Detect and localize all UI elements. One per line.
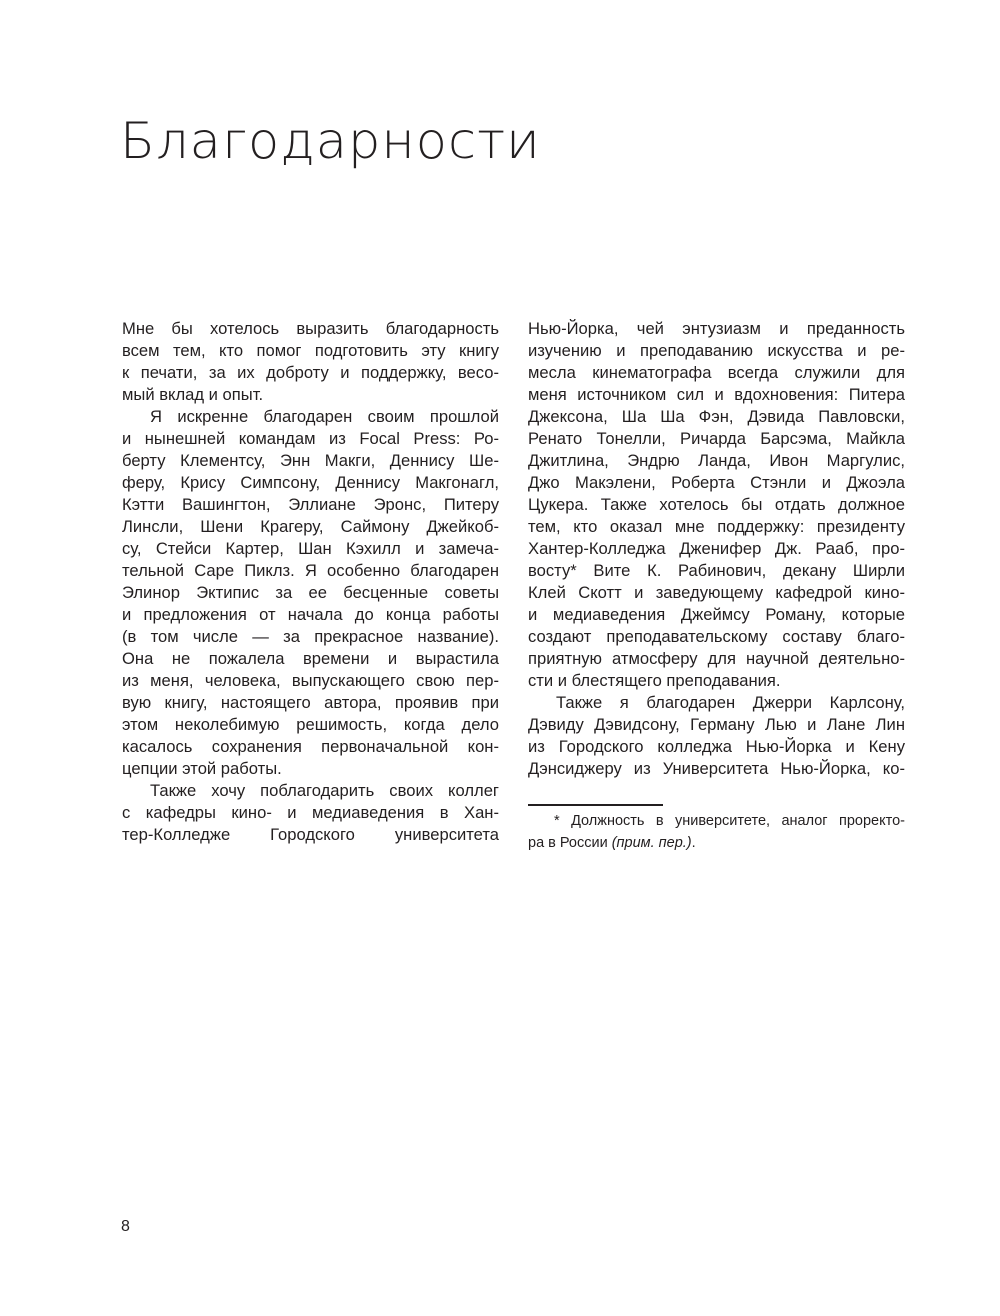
text-line: тем, кто оказал мне поддержку: президенту: [528, 517, 905, 536]
text-line: феру, Крису Симпсону, Деннису Макгонагл,: [122, 473, 499, 492]
text-line: Элинор Эктипис за ее бесценные советы: [122, 583, 499, 602]
footnote-end: .: [691, 835, 696, 851]
text-line: этом неколебимую решимость, когда дело: [122, 715, 499, 734]
right-column: [528, 318, 905, 780]
text-line: Кэтти Вашингтон, Эллиане Эронс, Питеру: [122, 495, 499, 514]
text-line: Джексона, Ша Ша Фэн, Дэвида Павловски,: [528, 407, 905, 426]
text-line: вую книгу, настоящего автора, проявив при: [122, 693, 499, 712]
text-line: к печати, за их доброту и поддержку, весо-: [122, 363, 499, 382]
text-line: цепции этой работы.: [122, 759, 282, 778]
text-line: тельной Саре Пиклз. Я особенно благодарен: [122, 561, 499, 580]
footnote-divider: [528, 804, 663, 806]
left-column: [122, 318, 499, 846]
text-line: и предложения от начала до конца работы: [122, 605, 499, 624]
text-line: приятную атмосферу для научной деятельно-: [528, 649, 905, 668]
text-line: и нынешней командам из Focal Press: Ро-: [122, 429, 499, 448]
text-line: берту Клементсу, Энн Макги, Деннису Ше-: [122, 451, 499, 470]
text-line: Дэнсиджеру из Университета Нью-Йорка, ко-: [528, 759, 905, 778]
text-line: Я искренне благодарен своим прошлой: [150, 407, 499, 426]
text-line: восту* Вите К. Рабинович, декану Ширли: [528, 561, 905, 580]
page-title: Благодарности: [120, 112, 541, 170]
text-line: (в том числе — за прекрасное название).: [122, 627, 499, 646]
text-line: Цукера. Также хотелось бы отдать должное: [528, 495, 905, 514]
text-line: Также хочу поблагодарить своих коллег: [150, 781, 499, 800]
text-line: Нью-Йорка, чей энтузиазм и преданность: [528, 319, 905, 338]
text-line: Джо Макэлени, Роберта Стэнли и Джоэла: [528, 473, 905, 492]
text-line: месла кинематографа всегда служили для: [528, 363, 905, 382]
footnote: [528, 810, 905, 854]
text-line: с кафедры кино- и медиаведения в Хан-: [122, 803, 499, 822]
footnote-note: (прим. пер.): [611, 835, 692, 851]
text-line: создают преподавательскому составу благо-: [528, 627, 905, 646]
text-line: и медиаведения Джеймсу Роману, которые: [528, 605, 905, 624]
text-line: Клей Скотт и заведующему кафедрой кино-: [528, 583, 905, 602]
text-line: из Городского колледжа Нью-Йорка и Кену: [528, 737, 905, 756]
text-line: Линсли, Шени Крагеру, Саймону Джейкоб-: [122, 517, 499, 536]
text-line: тер-Колледже Городского университета: [122, 825, 499, 844]
text-line: из меня, человека, выпускающего свою пер-: [122, 671, 499, 690]
text-line: меня источником сил и вдохновения: Питера: [528, 385, 905, 404]
text-line: Ренато Тонелли, Ричарда Барсэма, Майкла: [528, 429, 905, 448]
text-line: сти и блестящего преподавания.: [528, 671, 781, 690]
text-line: Мне бы хотелось выразить благодарность: [122, 319, 499, 338]
text-line: касалось сохранения первоначальной кон-: [122, 737, 499, 756]
footnote-line: [528, 832, 905, 854]
text-line: всем тем, кто помог подготовить эту книгу: [122, 341, 499, 360]
text-line: мый вклад и опыт.: [122, 385, 264, 404]
footnote-text: ра в России: [528, 835, 612, 851]
page-number: 8: [121, 1218, 130, 1235]
text-line: Дэвиду Дэвидсону, Герману Лью и Лане Лин: [528, 715, 905, 734]
text-line: су, Стейси Картер, Шан Кэхилл и замеча-: [122, 539, 499, 558]
text-line: Она не пожалела времени и вырастила: [122, 649, 499, 668]
footnote-line: * Должность в университете, аналог проректо-: [554, 813, 905, 829]
text-line: Также я благодарен Джерри Карлсону,: [556, 693, 905, 712]
text-line: Джитлина, Эндрю Ланда, Ивон Маргулис,: [528, 451, 905, 470]
text-line: изучению и преподаванию искусства и ре-: [528, 341, 905, 360]
text-line: Хантер-Колледжа Дженифер Дж. Рааб, про-: [528, 539, 905, 558]
